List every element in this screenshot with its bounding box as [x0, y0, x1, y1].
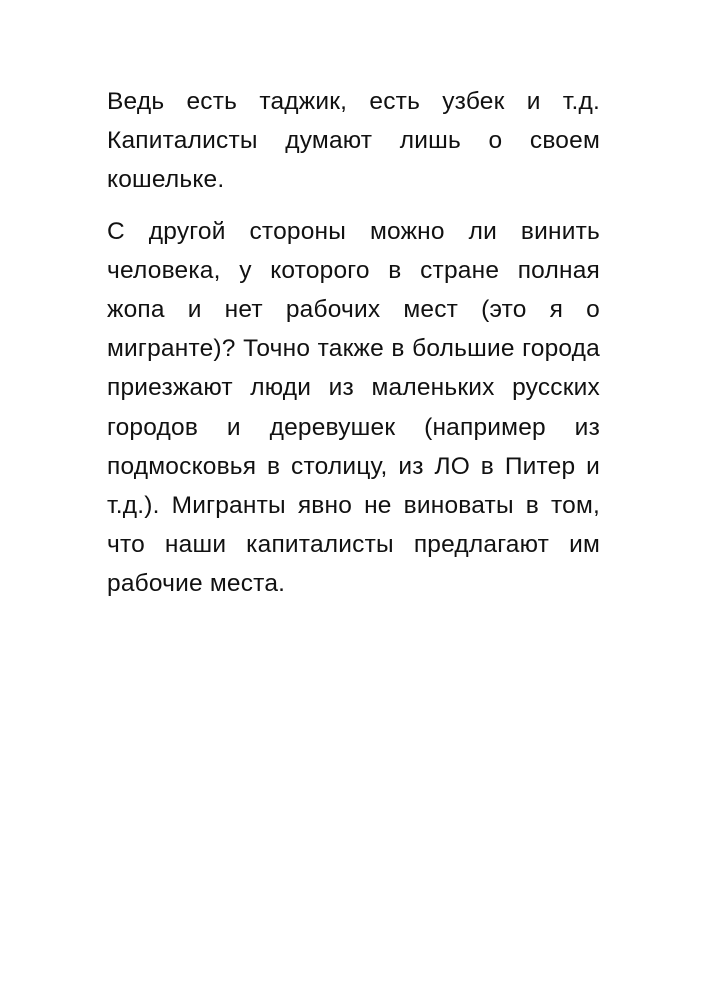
paragraph-2: С другой стороны можно ли винить человека, у которого в стране полная жопа и нет рабочих мест (это я о мигранте)? Точно также в большие города приезжают люди из маленьких русских городов и деревушек (например из подмосковья в столицу, из ЛО в Питер и т.д.). Мигранты явно не виноваты в том, что наши капиталисты предлагают им рабочие места. [107, 217, 600, 598]
document-body [107, 82, 600, 616]
paragraph-1: Ведь есть таджик, есть узбек и т.д. Капиталисты думают лишь о своем кошельке. [107, 88, 600, 194]
